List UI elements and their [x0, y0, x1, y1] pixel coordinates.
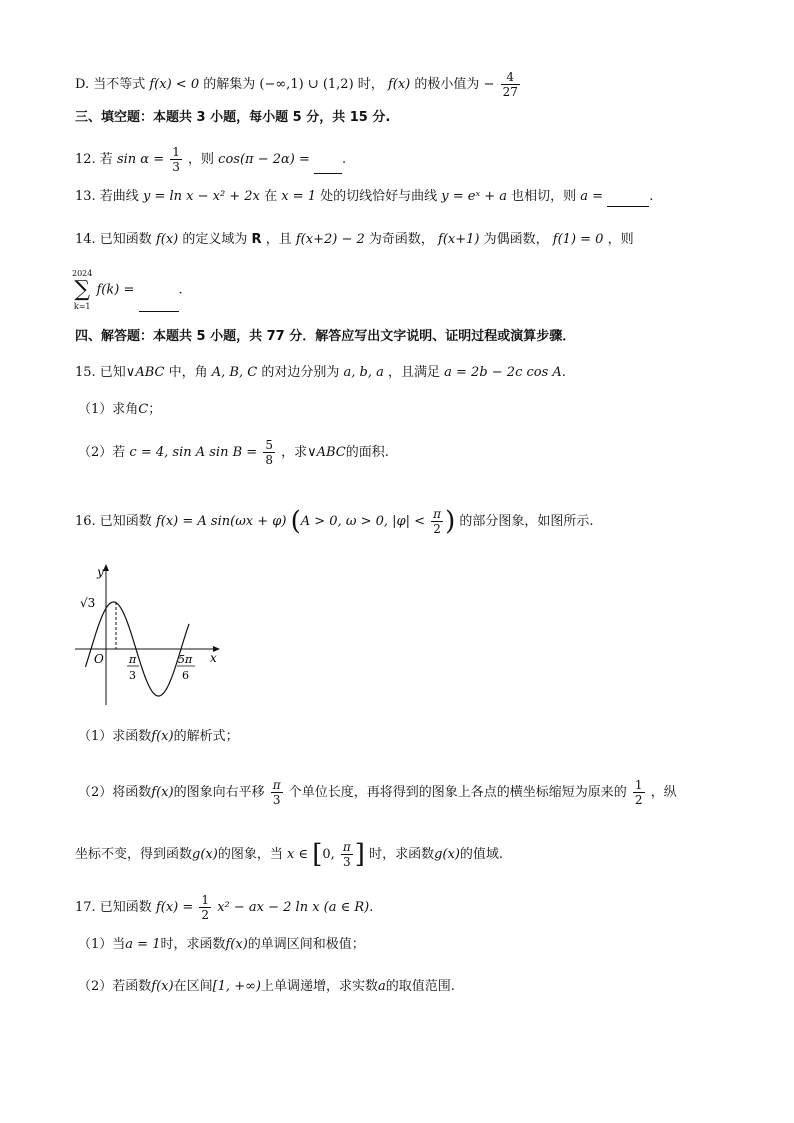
option-d [75, 70, 522, 99]
q16-shift-fraction: $\frac{\pi}{3}$ [272, 778, 281, 807]
question-15-part-1: （1）求角C； [78, 402, 162, 417]
question-15-part-2: （2）若 c = 4, sin A sin B = $\frac{5}{8}$ ，求∨ABC的面积. [78, 438, 389, 467]
max-value-label: √3 [80, 596, 96, 610]
question-16-part-2-cont: 坐标不变，得到函数g(x)的图象，当 x ∈ [0, $\frac{\pi}{3}$ ] 时，求函数g(x)的值域. [75, 839, 504, 870]
option-d-neg: − [483, 77, 495, 92]
q17-fraction: $\frac{1}{2}$ [201, 893, 210, 922]
tick-5pi-6-num: 5π [178, 653, 193, 666]
q12-blank[interactable] [314, 159, 342, 174]
section-3-heading: 三、填空题：本题共 3 小题，每小题 5 分，共 15 分. [75, 110, 391, 125]
option-d-set: (−∞,1) ∪ (1,2) [259, 77, 354, 92]
q12-fraction: $\frac{1}{3}$ [172, 145, 180, 174]
y-axis-arrow-icon [103, 564, 109, 571]
option-d-fx: f(x) [387, 77, 411, 92]
option-d-text-2: 的解集为 [203, 77, 256, 92]
question-12: 12. 若 sin α = $\frac{1}{3}$ ，则 cos(π − 2α) = . [75, 145, 347, 174]
tick-pi-3-num: π [129, 653, 137, 666]
option-d-text: D. 当不等式 [75, 77, 146, 92]
origin-label: O [94, 652, 104, 666]
question-16-part-1: （1）求函数f(x)的解析式； [78, 729, 239, 744]
tick-5pi-6-den: 6 [182, 669, 189, 682]
option-d-text-4: 的极小值为 [414, 77, 480, 92]
tick-pi-3-den: 3 [129, 669, 136, 682]
q15-fraction: $\frac{5}{8}$ [265, 438, 273, 467]
q14-blank[interactable] [139, 297, 179, 312]
question-15: 15. 已知∨ABC 中，角 A, B, C 的对边分别为 a, b, a ，且满足 a = 2b − 2c cos A. [75, 365, 566, 380]
question-17-part-2: （2）若函数f(x)在区间[1, +∞)上单调递增，求实数a的取值范围. [78, 979, 455, 994]
question-16: 16. 已知函数 f(x) = A sin(ωx + φ) (A > 0, ω > 0, |φ| < $\frac{\pi}{2}$ ) 的部分图象，如图所示. [75, 506, 594, 537]
x-axis-label: x [210, 651, 217, 665]
question-13: 13. 若曲线 y = ln x − x² + 2x 在 x = 1 处的切线恰好与曲线 y = eˣ + a 也相切，则 a = . [75, 187, 653, 207]
option-d-condition: f(x) < 0 [149, 77, 200, 92]
q13-blank[interactable] [607, 192, 649, 207]
sine-graph [70, 562, 230, 707]
question-14-sum: 2024 ∑ k=1 f(k) = . [72, 269, 183, 311]
question-14: 14. 已知函数 f(x) 的定义域为 R ，且 f(x+2) − 2 为奇函数， f(x+1) 为偶函数， f(1) = 0 ，则 [75, 232, 634, 247]
q16-scale-fraction: $\frac{1}{2}$ [634, 778, 643, 807]
option-d-fraction: $\frac{4}{27}$ [502, 70, 518, 99]
summation-sign: 2024 ∑ k=1 [72, 269, 93, 311]
question-17-part-1: （1）当a = 1时，求函数f(x)的单调区间和极值； [78, 937, 365, 952]
question-17: 17. 已知函数 f(x) = $\frac{1}{2}$ x² − ax − 2 ln x (a ∈ R). [75, 893, 374, 922]
q16-fraction: $\frac{\pi}{2}$ [433, 507, 442, 536]
option-d-text-3: 时， [357, 77, 384, 92]
y-axis-label: y [97, 565, 104, 579]
q16-interval-fraction: $\frac{\pi}{3}$ [342, 840, 351, 869]
section-4-heading: 四、解答题：本题共 5 小题，共 77 分．解答应写出文字说明、证明过程或演算步骤． [75, 329, 576, 344]
question-16-part-2: （2）将函数f(x)的图象向右平移 $\frac{\pi}{3}$ 个单位长度，再将得到的图象上各点的横坐标缩短为原来的 $\frac{1}{2}$ ，纵 [78, 778, 677, 807]
